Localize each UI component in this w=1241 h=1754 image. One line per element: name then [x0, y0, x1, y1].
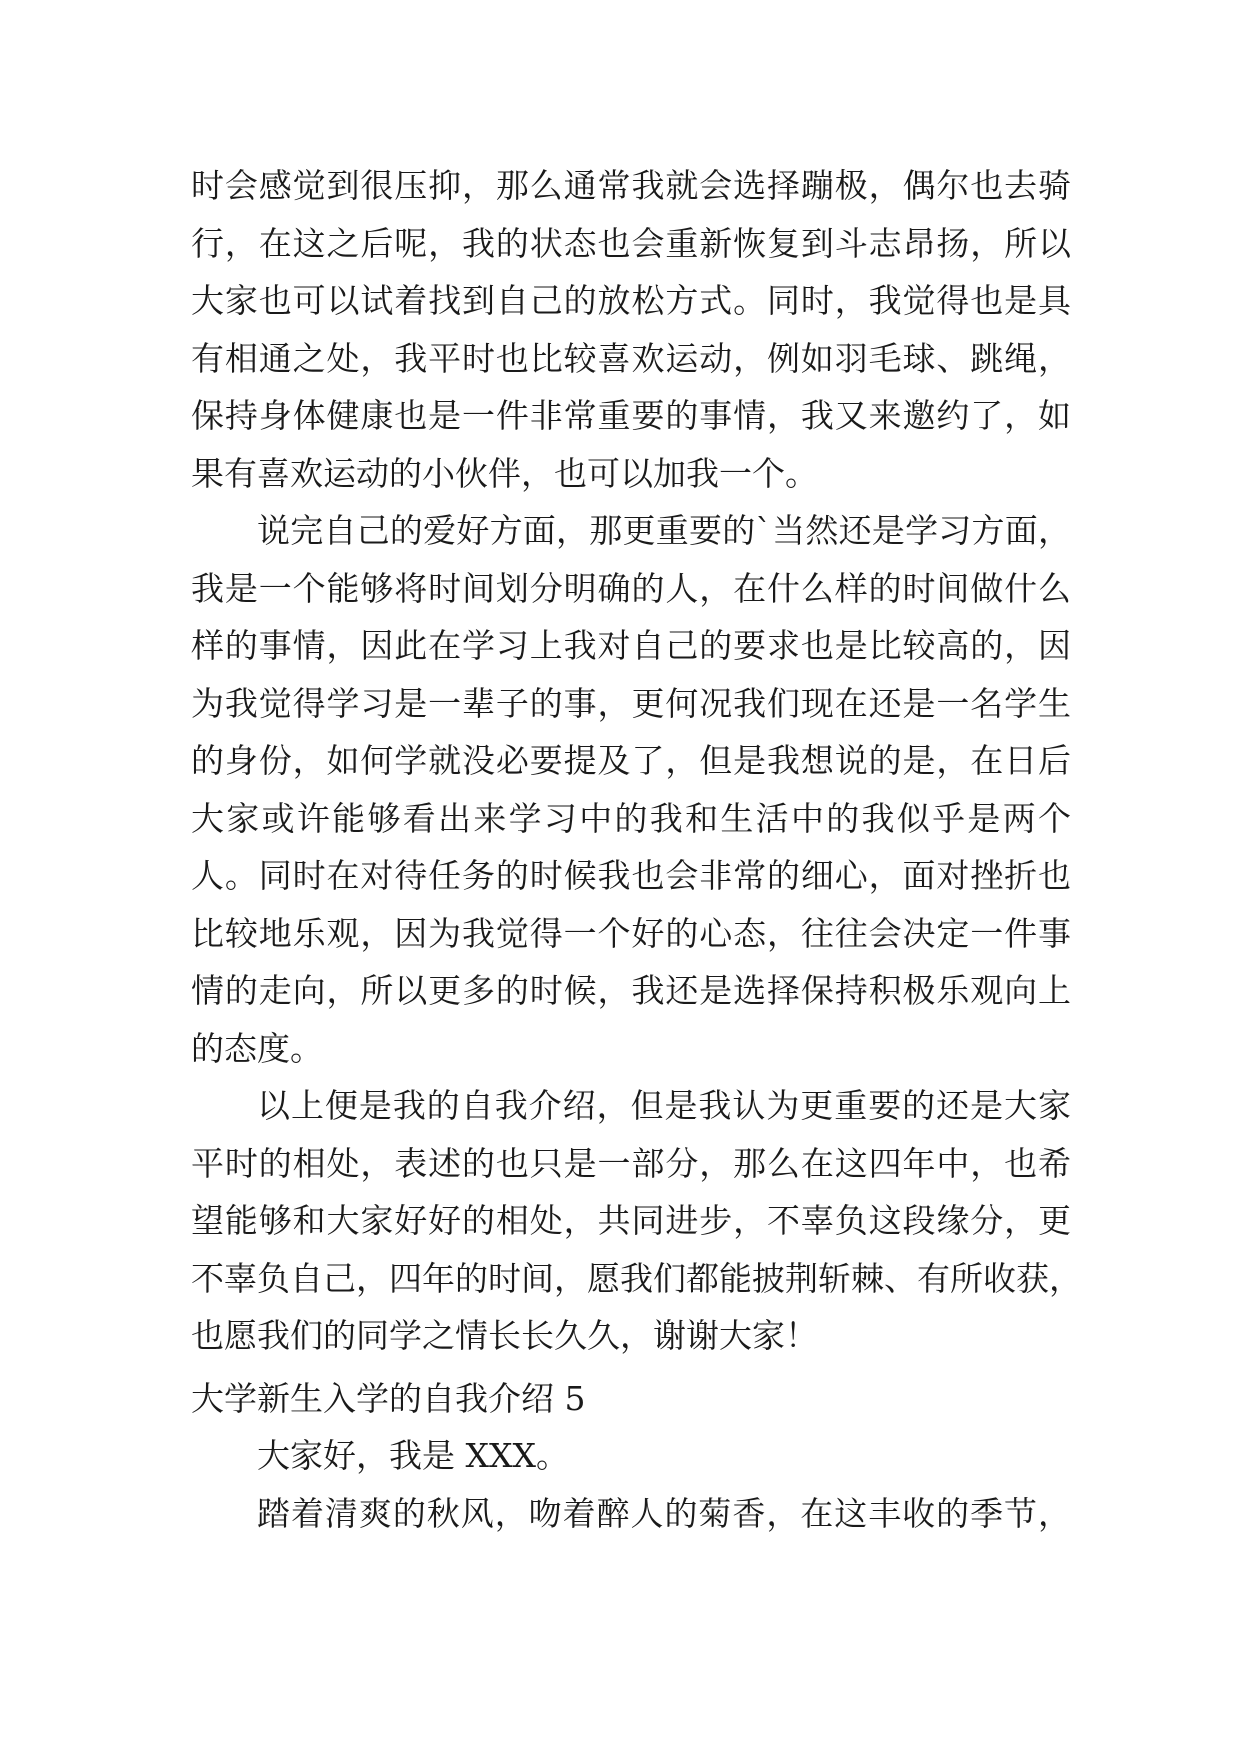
text-line: 平时的相处，表述的也只是一部分，那么在这四年中，也希 — [191, 1144, 1071, 1183]
text-line: 大家或许能够看出来学习中的我和生活中的我似乎是两个 — [191, 799, 1071, 838]
section-heading: 大学新生入学的自我介绍 5 — [191, 1379, 586, 1418]
paragraph-first-line: 说完自己的爱好方面，那更重要的`当然还是学习方面， — [257, 511, 1071, 550]
paragraph-first-line: 踏着清爽的秋风，吻着醉人的菊香，在这丰收的季节， — [257, 1494, 1071, 1533]
text-line: 有相通之处，我平时也比较喜欢运动，例如羽毛球、跳绳， — [191, 339, 1071, 378]
text-line: 行，在这之后呢，我的状态也会重新恢复到斗志昂扬，所以 — [191, 224, 1071, 263]
paragraph-first-line: 以上便是我的自我介绍，但是我认为更重要的还是大家 — [257, 1086, 1071, 1125]
text-line: 果有喜欢运动的小伙伴，也可以加我一个。 — [191, 454, 818, 493]
text-line: 的态度。 — [191, 1029, 323, 1068]
text-line: 也愿我们的同学之情长长久久，谢谢大家！ — [191, 1316, 818, 1355]
text-line: 为我觉得学习是一辈子的事，更何况我们现在还是一名学生 — [191, 684, 1071, 723]
text-line: 人。同时在对待任务的时候我也会非常的细心，面对挫折也 — [191, 856, 1071, 895]
text-line: 大家也可以试着找到自己的放松方式。同时，我觉得也是具 — [191, 281, 1071, 320]
text-line: 望能够和大家好好的相处，共同进步，不辜负这段缘分，更 — [191, 1201, 1071, 1240]
text-line: 我是一个能够将时间划分明确的人，在什么样的时间做什么 — [191, 569, 1071, 608]
text-line: 情的走向，所以更多的时候，我还是选择保持积极乐观向上 — [191, 971, 1071, 1010]
text-line: 样的事情，因此在学习上我对自己的要求也是比较高的，因 — [191, 626, 1071, 665]
paragraph-first-line: 大家好，我是 XXX。 — [257, 1436, 569, 1475]
text-line: 比较地乐观，因为我觉得一个好的心态，往往会决定一件事 — [191, 914, 1071, 953]
text-line: 的身份，如何学就没必要提及了，但是我想说的是，在日后 — [191, 741, 1071, 780]
text-line: 时会感觉到很压抑，那么通常我就会选择蹦极，偶尔也去骑 — [191, 166, 1071, 205]
text-line: 保持身体健康也是一件非常重要的事情，我又来邀约了，如 — [191, 396, 1071, 435]
text-line: 不辜负自己，四年的时间，愿我们都能披荆斩棘、有所收获， — [191, 1259, 1082, 1298]
